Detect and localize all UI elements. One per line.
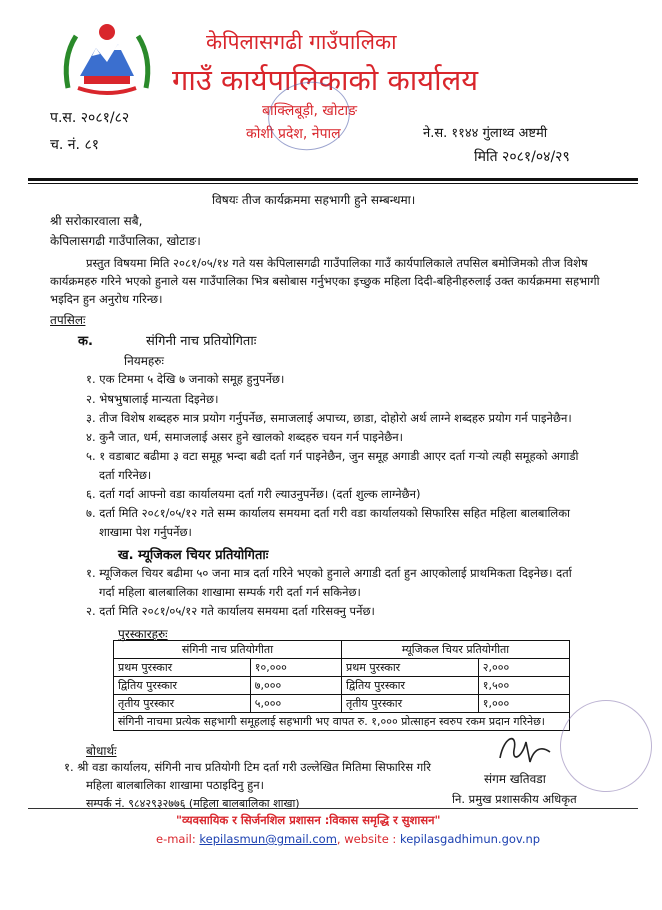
table-row [114, 695, 570, 713]
section-b-title: ख. म्यूजिकल चियर प्रतियोगिताः [118, 548, 269, 563]
table-row [114, 641, 570, 659]
website-label: , website : [336, 832, 397, 846]
signature-icon [492, 728, 556, 768]
officer-designation: नि. प्रमुख प्रशासकीय अधिकृत [452, 792, 577, 806]
bodhartha-line-2: महिला बालबालिका शाखामा पठाइदिनु हुन। [86, 778, 265, 792]
addressee-line-2: केपिलासगढी गाउँपालिका, खोटाङ। [50, 234, 201, 248]
contact-number: सम्पर्क नं. ९८४२९३२७७६ (महिला बालबालिका शाखा) [86, 797, 300, 810]
website-link[interactable]: kepilasgadhimun.gov.np [399, 832, 541, 846]
office-name: गाउँ कार्यपालिकाको कार्यालय [172, 63, 479, 97]
body-paragraph-line-1: प्रस्तुत विषयमा मिति २०८१/०५/१४ गते यस केपिलासगढी गाउँपालिका गाउँ कार्यपालिकाले तपसिल बमोजिमको तीज विशेष [86, 256, 588, 270]
district-line: बाक्लिबूड़ी, खोटाङ [262, 103, 358, 119]
nepal-sambat-date: ने.स. ११४४ गुंलाथ्व अष्टमी [423, 126, 548, 141]
table-cell: १,००० [478, 695, 569, 713]
rules-heading: नियमहरुः [124, 354, 164, 368]
footer-motto: "व्यवसायिक र सिर्जनशिल प्रशासन :विकास समृद्धि र सुशासन" [176, 813, 441, 827]
header-divider [28, 178, 638, 181]
table-cell: ७,००० [250, 677, 341, 695]
rule-item: २. भेषभुषालाई मान्यता दिइनेछ। [86, 392, 219, 406]
body-paragraph-line-3: भइदिन हुन अनुरोध गरिन्छ। [50, 292, 163, 306]
tapasil-heading: तपसिलः [50, 313, 86, 327]
province-line: कोशी प्रदेश, नेपाल [246, 126, 341, 142]
subject-line: विषयः तीज कार्यक्रममा सहभागी हुने सम्बन्धमा। [212, 193, 416, 207]
rule-item-cont: दर्ता गरिनेछ। [99, 468, 152, 482]
municipality-name: केपिलासगढी गाउँपालिका [206, 30, 397, 54]
letter-date: मिति २०८१/०४/२९ [474, 149, 570, 165]
table-note-cell: संगिनी नाचमा प्रत्येक सहभागी समूहलाई सहभागी भए वापत रु. १,००० प्रोत्साहन स्वरुप रकम प्रदान गरिनेछ। [114, 713, 570, 731]
prize-table [113, 640, 570, 731]
fiscal-year: प.स. २०८१/८२ [50, 110, 130, 126]
section-b-item: २. दर्ता मिति २०८१/०५/१२ गते कार्यालय समयमा दर्ता गरिसक्नु पर्नेछ। [86, 604, 375, 618]
table-cell: द्वितिय पुरस्कार [341, 677, 478, 695]
table-cell: २,००० [478, 659, 569, 677]
rule-item: ४. कुनै जात, धर्म, समाजलाई असर हुने खालको शब्दहरु चयन गर्न पाइनेछैन। [86, 430, 404, 444]
bodhartha-heading: बोधार्थः [86, 744, 117, 758]
table-cell: ५,००० [250, 695, 341, 713]
table-cell: १,५०० [478, 677, 569, 695]
rule-item: ७. दर्ता मिति २०८१/०५/१२ गते सम्म कार्यालय समयमा दर्ता गरी वडा कार्यालयको सिफारिस सहित महिला बालबालिका [86, 506, 571, 520]
footer-divider [28, 808, 638, 809]
email-link[interactable]: kepilasmun@gmail.com [199, 832, 337, 846]
addressee-line-1: श्री सरोकारवाला सबै, [50, 214, 143, 228]
section-b-item-cont: गर्दा महिला बालबालिका शाखामा सम्पर्क गरी दर्ता गर्न सकिनेछ। [99, 585, 361, 599]
table-cell: प्रथम पुरस्कार [341, 659, 478, 677]
section-a-letter: क. [78, 334, 93, 349]
table-cell: प्रथम पुरस्कार [114, 659, 251, 677]
prizes-heading: पुरस्कारहरुः [118, 627, 168, 641]
section-b-item: १. म्यूजिकल चियर बढीमा ५० जना मात्र दर्ता गरिने भएको हुनाले अगाडी दर्ता हुन आएकोलाई प्राथमिकता दिइनेछ। दर्ता [86, 566, 572, 580]
officer-name: संगम खतिवडा [484, 772, 546, 786]
section-a-title: संगिनी नाच प्रतियोगिताः [146, 334, 257, 349]
footer-contact [156, 832, 540, 846]
table-header-cell: म्यूजिकल चियर प्रतियोगीता [341, 641, 569, 659]
rule-item: ६. दर्ता गर्दा आफ्नो वडा कार्यालयमा दर्ता गरी ल्याउनुपर्नेछ। (दर्ता शुल्क लाग्नेछैन) [86, 487, 421, 501]
table-row [114, 659, 570, 677]
body-paragraph-line-2: कार्यक्रमहरु गरिने भएको हुनाले यस गाउँपालिका भित्र बसोबास गर्नुभएका इच्छुक महिला दिदी-बहिनीहरुलाई उक्त कार्यक्रममा सहभागी [50, 274, 600, 288]
rule-item: ५. १ वडाबाट बढीमा ३ वटा समूह भन्दा बढी दर्ता गर्न पाइनेछैन, जुन समूह अगाडी आएर दर्ता गर्‍यो त्यही समूहको अगाडी [86, 449, 579, 463]
rule-item: ३. तीज विशेष शब्दहरु मात्र प्रयोग गर्नुपर्नेछ, समाजलाई अपाच्य, छाडा, दोहोरो अर्थ लाग्ने शब्दहरु प्रयोग गर्न पाइनेछैन। [86, 411, 572, 425]
table-cell: तृतीय पुरस्कार [114, 695, 251, 713]
table-cell: तृतीय पुरस्कार [341, 695, 478, 713]
bodhartha-line-1: १. श्री वडा कार्यालय, संगिनी नाच प्रतियोगी टिम दर्ता गरी उल्लेखित मितिमा सिफारिस गरि [64, 760, 431, 774]
email-label: e-mail: [156, 832, 196, 846]
municipality-emblem-icon [58, 18, 156, 96]
table-cell: द्वितिय पुरस्कार [114, 677, 251, 695]
table-row [114, 677, 570, 695]
dispatch-number: च. नं. ८१ [50, 137, 100, 153]
rule-item: १. एक टिममा ५ देखि ७ जनाको समूह हुनुपर्नेछ। [86, 372, 285, 386]
table-header-cell: संगिनी नाच प्रतियोगीता [114, 641, 342, 659]
header-divider-thin [28, 183, 638, 184]
table-cell: १०,००० [250, 659, 341, 677]
rule-item-cont: शाखामा पेश गर्नुपर्नेछ। [99, 525, 192, 539]
